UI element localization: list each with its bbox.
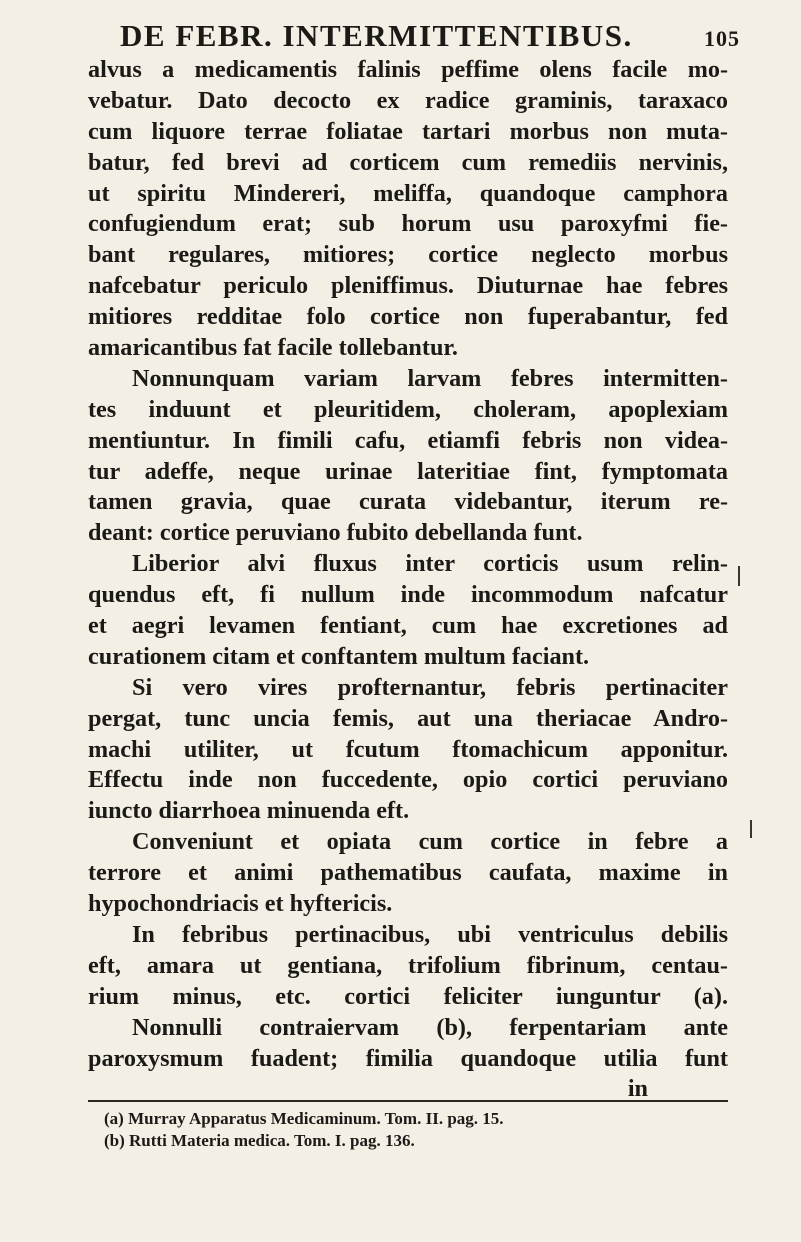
- text-line: hypochondriacis et hyftericis.: [88, 890, 393, 918]
- text-line: mitiores redditae folo cortice non fuperabantur, fed: [88, 303, 728, 331]
- text-line: paroxysmum fuadent; fimilia quandoque utilia funt: [88, 1044, 728, 1072]
- text-line: Conveniunt et opiata cum cortice in febre a: [132, 828, 728, 856]
- text-line: alvus a medicamentis falinis peffime olens facile mo-: [88, 56, 728, 83]
- text-line: terrore et animi pathematibus caufata, maxime in: [88, 859, 728, 887]
- text-line: Nonnunquam variam larvam febres intermitten-: [132, 364, 728, 392]
- print-mark: [738, 566, 740, 586]
- text-line: pergat, tunc uncia femis, aut una theriacae Andro-: [88, 704, 728, 732]
- footnote-rule: [88, 1100, 728, 1102]
- text-line: tur adeffe, neque urinae lateritiae fint, fymptomata: [88, 457, 728, 485]
- text-line: vebatur. Dato decocto ex radice graminis, taraxaco: [88, 86, 728, 114]
- print-mark: [750, 820, 752, 838]
- text-line: confugiendum erat; sub horum usu paroxyfmi fie-: [88, 210, 728, 238]
- text-line: machi utiliter, ut fcutum ftomachicum apponitur.: [88, 735, 728, 763]
- text-line: nafcebatur periculo pleniffimus. Diuturnae hae febres: [88, 272, 728, 300]
- text-line: Nonnulli contraiervam (b), ferpentariam ante: [132, 1013, 728, 1041]
- text-line: mentiuntur. In fimili cafu, etiamfi febris non videa-: [88, 426, 728, 454]
- text-line: quendus eft, fi nullum inde incommodum nafcatur: [88, 581, 728, 609]
- text-line: deant: cortice peruviano fubito debellanda funt.: [88, 519, 583, 547]
- text-line: Effectu inde non fuccedente, opio cortici peruviano: [88, 766, 728, 794]
- catchword: in: [627, 1075, 648, 1103]
- text-line: rium minus, etc. cortici feliciter iunguntur (a).: [88, 982, 728, 1010]
- text-line: eft, amara ut gentiana, trifolium fibrinum, centau-: [88, 951, 728, 979]
- text-line: cum liquore terrae foliatae tartari morbus non muta-: [88, 117, 728, 145]
- text-line: Liberior alvi fluxus inter corticis usum relin-: [132, 550, 728, 578]
- text-line: tamen gravia, quae curata videbantur, iterum re-: [88, 488, 728, 516]
- text-line: tes induunt et pleuritidem, choleram, apoplexiam: [88, 395, 728, 423]
- text-line: curationem citam et conftantem multum faciant.: [88, 642, 590, 670]
- page-number: 105: [704, 26, 740, 51]
- text-line: Si vero vires profternantur, febris pertinaciter: [132, 673, 728, 701]
- text-line: iuncto diarrhoea minuenda eft.: [88, 797, 410, 825]
- footnote-b: (b) Rutti Materia medica. Tom. I. pag. 136.: [104, 1131, 415, 1150]
- text-line: amaricantibus fat facile tollebantur.: [88, 334, 458, 362]
- running-header: [120, 18, 740, 54]
- text-line: et aegri levamen fentiant, cum hae excretiones ad: [88, 612, 728, 640]
- text-line: In febribus pertinacibus, ubi ventriculus debilis: [132, 920, 728, 948]
- body-text: [88, 55, 728, 1105]
- text-line: bant regulares, mitiores; cortice neglecto morbus: [88, 241, 728, 269]
- running-title: DE FEBR. INTERMITTENTIBUS.: [120, 18, 633, 53]
- footnote-a: (a) Murray Apparatus Medicaminum. Tom. II. pag. 15.: [104, 1109, 504, 1128]
- text-line: batur, fed brevi ad corticem cum remediis nervinis,: [88, 148, 728, 176]
- footnotes: [104, 1108, 704, 1152]
- text-line: ut spiritu Mindereri, meliffa, quandoque camphora: [88, 179, 728, 207]
